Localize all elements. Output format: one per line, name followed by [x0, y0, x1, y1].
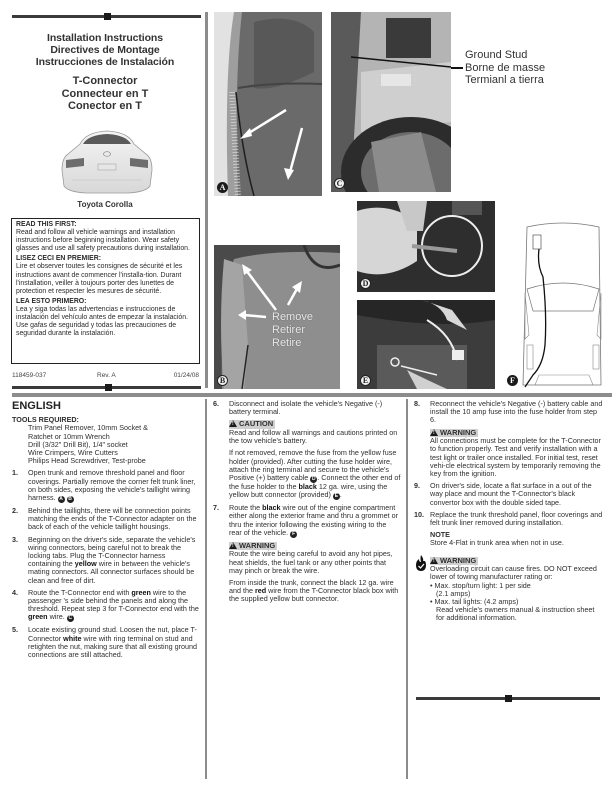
figure-b-badge: B: [217, 375, 228, 386]
step-number: 3.: [12, 534, 18, 544]
warning-label-text: WARNING: [440, 555, 477, 565]
warning-text: All connections must be complete for the T-Connector to function properly. Test and verify installation with a test light or trailer once installed. For initial test, reset vehi-cle electrical system by temporarily removing the key from the ignition.: [430, 436, 601, 479]
product-en: T-Connector: [72, 75, 138, 87]
title-es: Instrucciones de Instalación: [35, 56, 175, 68]
revision-date: 01/24/08: [173, 372, 199, 379]
title-block: [10, 32, 200, 113]
step-number: 4.: [12, 587, 18, 597]
tool-item: Drill (3/32" Drill Bit), 1/4" socket: [28, 439, 128, 449]
rule-marker: [104, 13, 111, 20]
step-text: . Connect the other end of the fuse holder to the: [229, 473, 401, 492]
tools-heading: TOOLS REQUIRED:: [12, 415, 79, 425]
step-text: Open trunk and remove threshold panel and floor coverings. Partially remove the corner felt trunk liner, on both sides, exposing the vehicle's taillight wiring harness.: [28, 468, 196, 503]
figure-b-photo: [214, 245, 340, 389]
battery-cable-image: [357, 201, 495, 292]
step-9: [414, 482, 604, 507]
revision: Rev. A: [97, 372, 116, 379]
read-first-heading-en: READ THIS FIRST:: [16, 221, 77, 228]
step-text: wire in between the vehicle's mating connectors. All connector surfaces should be clean and free of dirt.: [28, 559, 195, 585]
product-fr: Connecteur en T: [61, 87, 149, 100]
step-number: 1.: [12, 468, 18, 478]
step-number: 5.: [12, 625, 18, 635]
callout-es: Termianl a tierra: [465, 74, 544, 86]
figure-f-badge: F: [507, 375, 518, 386]
figure-ref-a[interactable]: A: [59, 496, 63, 503]
step-text: Replace the trunk threshold panel, floor coverings and felt trunk liner removed during installation.: [430, 509, 603, 528]
step-text: From inside the trunk, connect the black 12 ga. wire and the: [229, 578, 394, 596]
step-text: 12 ga. wire, using the yellow butt connector (provided): [229, 482, 388, 500]
step-text: Disconnect and isolate the vehicle's Negative (-) battery terminal.: [229, 399, 383, 417]
step-number: 7.: [213, 503, 219, 513]
column-divider: [205, 399, 207, 779]
read-first-heading-fr: LISEZ CECI EN PREMIER:: [16, 255, 101, 263]
warning-triangle-icon: [430, 429, 438, 436]
read-first-box: [11, 218, 200, 364]
step-text: wire.: [47, 612, 65, 622]
tool-item: Trim Panel Remover, 10mm Socket &: [28, 423, 148, 433]
rule-marker: [505, 695, 512, 702]
warning-label-text: WARNING: [440, 427, 477, 437]
step-text: Beginning on the driver's side, separate the vehicle's wiring connectors, being careful not to break the locking tabs. Plug the T-Connector harness containing the: [28, 534, 196, 569]
product-es: Conector en T: [68, 100, 142, 112]
step-10: [414, 511, 604, 548]
figure-ref-d[interactable]: D: [311, 476, 316, 483]
step-text: Locate existing ground stud. Loosen the nut, place T-Connector: [28, 625, 197, 643]
step-4: [12, 589, 200, 623]
step-number: 6.: [213, 399, 219, 408]
title-en: Installation Instructions: [47, 32, 163, 44]
wire-color: green: [28, 612, 48, 622]
step-6-detail: [229, 449, 401, 500]
figure-a-badge: A: [217, 182, 228, 193]
callout-en: Remove: [272, 311, 313, 323]
step-7-detail: [229, 579, 401, 604]
callout-es: Retire: [272, 337, 302, 349]
figure-f-diagram: [503, 215, 611, 390]
step-text: wire out of the engine compartment either along the exterior frame and thru a grommet or thru the interior following the existing wiring to the rear of the vehicle.: [229, 503, 398, 537]
read-first-body-en: Read and follow all vehicle warnings and installation instructions before beginning installation. Wear safety glasses and use all safety precautions during installation.: [16, 229, 190, 253]
instructions-column-3: [414, 400, 604, 623]
fire-icon: [415, 555, 427, 571]
callout-en: Ground Stud: [465, 49, 528, 61]
step-text: Behind the taillights, there will be connection points matching the ends of the T-Connector adapter on the back of each of the vehicle taillight housings.: [28, 506, 197, 532]
warning-triangle-icon: [229, 542, 237, 549]
read-first-body-fr: Lire et observer toutes les consignes de sécurité et les instructions avant de commencer l'installa-tion. Durant l'installation, veiller à toujours porter des lunettes de protection et respecter les mesures de sécurité.: [16, 263, 183, 295]
wire-color: yellow: [74, 559, 97, 569]
figure-d-badge: D: [360, 278, 371, 289]
fire-warning-bullet: • Max. tail lights: (4.2 amps): [430, 597, 519, 607]
figure-ref-b[interactable]: B: [68, 496, 72, 503]
language-heading: ENGLISH: [12, 400, 61, 412]
step-text: If not removed, remove the fuse from the yellow fuse holder (provided). After cutting the fuse holder wire, attach the ring terminal and secure to the vehicle's Positive (+) battery cable: [229, 448, 397, 483]
step-text: On driver's side, locate a flat surface in a out of the way place and mount the T-Connector's black convertor box with the double sided tape.: [430, 481, 592, 507]
vehicle-model: Toyota Corolla: [77, 200, 133, 209]
callout-fr: Retirer: [272, 324, 306, 336]
part-number: 118459-037: [12, 372, 47, 379]
step-8: [414, 400, 604, 478]
step-text: Reconnect the vehicle's Negative (-) battery cable and install the 10 amp fuse into the fuse holder from step 6.: [430, 399, 603, 425]
figure-c-photo: [331, 12, 451, 192]
step-2: [12, 507, 200, 532]
read-first-body-es: Lea y siga todas las advertencias e instrucciones de instalación del vehículo antes de empezar la instalación. Use gafas de seguridad y todas las precauciones de seguridad durante la instalación.: [16, 305, 188, 338]
step-number: 8.: [414, 399, 420, 408]
callout-fr: Borne de masse: [465, 61, 546, 74]
rule-marker: [105, 384, 112, 391]
tool-item: Wire Crimpers, Wire Cutters: [28, 448, 118, 458]
fire-warning-closing: Read vehicle's owners manual & instruction sheet for additional information.: [436, 605, 595, 623]
fire-warning: [414, 553, 604, 623]
tool-item: Ratchet or 10mm Wrench: [28, 431, 110, 441]
header-rule: [12, 15, 201, 18]
figure-d-photo: [357, 201, 495, 292]
fire-warning-bullet: (2.1 amps): [436, 588, 471, 598]
figure-c-badge: C: [334, 178, 345, 189]
figure-ref-f[interactable]: F: [292, 530, 296, 537]
figure-ref-c[interactable]: C: [68, 615, 73, 622]
instructions-column-2: [213, 400, 401, 604]
figure-a-photo: [214, 12, 322, 196]
figure-ref-e[interactable]: E: [334, 493, 339, 500]
fire-warning-bullet: • Max. stop/turn light: 1 per side: [430, 580, 531, 590]
caution-text: Read and follow all warnings and cautions printed on the tow vehicle's battery.: [229, 428, 398, 446]
figure-e-badge: E: [360, 375, 371, 386]
note-text: Store 4-Flat in trunk area when not in use.: [430, 538, 564, 548]
step-text: wire to the passenger 's side behind the panels and along the threshold. Repeat step 3 for T-Connector end with the: [28, 587, 199, 614]
warning-triangle-icon: [229, 420, 237, 427]
note-label: NOTE: [430, 530, 450, 540]
tool-item: Philips Head Screwdriver, Test-probe: [28, 456, 146, 466]
step-text: Route the T-Connector end with: [28, 587, 132, 597]
read-first-heading-es: LEA ESTO PRIMERO:: [16, 297, 87, 305]
instructions-column-1: [12, 402, 200, 659]
end-rule: [416, 697, 600, 700]
step-text: wire with ring terminal on stud and retighten the nut, making sure that all existing ground connections are still attached.: [28, 633, 198, 660]
ground-stud-callout: [465, 49, 545, 87]
step-number: 10.: [414, 509, 424, 519]
warning-text: Route the wire being careful to avoid any hot pipes, heat shields, the fuel tank or any other points that may pinch or break the wire.: [229, 549, 393, 575]
ground-stud-leader-line: [451, 67, 463, 69]
step-text: wire from the T-Connector black box with the supplied yellow butt connector.: [229, 586, 399, 604]
step-1: [12, 469, 200, 503]
warning-triangle-icon: [430, 557, 438, 564]
fire-warning-text: Overloading circuit can cause fires. DO NOT exceed lower of towing manufacturer rating or:: [430, 564, 597, 582]
ground-stud-image: [331, 12, 451, 192]
trunk-threshold-image: [214, 12, 322, 196]
column-divider: [406, 399, 408, 779]
footer-rule: [12, 386, 201, 389]
wire-color: black: [262, 503, 281, 513]
column-divider: [205, 12, 208, 388]
step-number: 2.: [12, 506, 18, 516]
step-text: .: [339, 490, 342, 500]
wire-color: black: [298, 482, 317, 492]
section-separator: [12, 393, 612, 397]
fuse-holder-image: [357, 300, 495, 389]
caution-label-text: CAUTION: [239, 419, 274, 429]
figure-e-photo: [357, 300, 495, 389]
remove-callout: [272, 311, 313, 350]
tools-list: [12, 424, 200, 465]
step-text: Route the: [229, 503, 263, 513]
step-number: 9.: [414, 481, 420, 491]
wire-color: red: [254, 586, 267, 596]
wire-route-diagram: [503, 215, 611, 390]
wire-color: white: [63, 633, 82, 643]
step-3: [12, 536, 200, 585]
step-6: [213, 400, 401, 500]
warning-label-text: WARNING: [239, 540, 276, 550]
wire-color: green: [131, 587, 151, 597]
vehicle-rear-image: [58, 128, 156, 196]
step-7: [213, 504, 401, 603]
step-5: [12, 626, 200, 659]
title-fr: Directives de Montage: [50, 44, 160, 56]
